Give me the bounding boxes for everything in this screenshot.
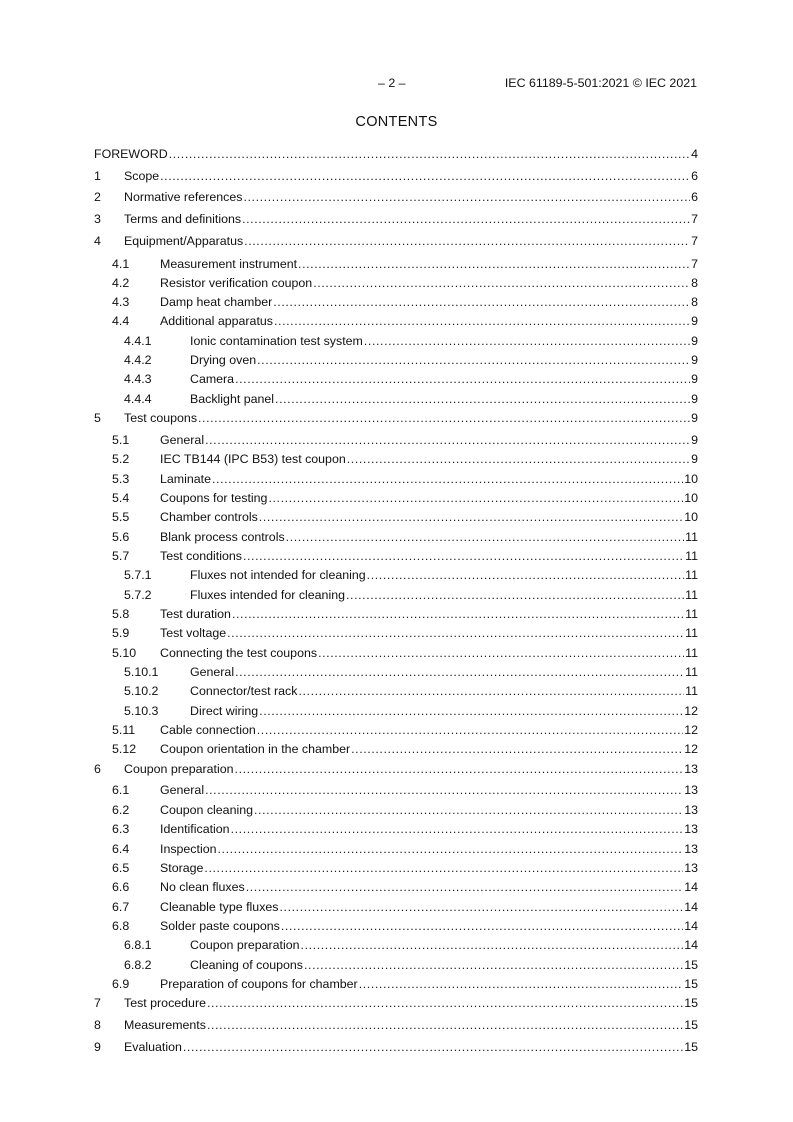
toc-entry-line	[160, 625, 698, 641]
toc-entry-title: Connector/test rack	[190, 684, 298, 698]
dot-leader	[207, 1017, 683, 1033]
toc-entry-line	[124, 995, 698, 1011]
toc-entry-line	[160, 509, 698, 525]
dot-leader	[346, 587, 684, 603]
toc-entry-line	[160, 313, 698, 329]
toc-entry-title: Coupon cleaning	[160, 803, 254, 817]
dot-leader	[204, 860, 683, 876]
toc-entry-line	[190, 957, 698, 973]
toc-entry-title: Coupon orientation in the chamber	[160, 742, 351, 756]
toc-entry-number: 6.6	[112, 880, 130, 894]
toc-entry-page: 11	[685, 626, 698, 640]
dot-leader	[235, 664, 684, 680]
toc-entry-number: 5.11	[112, 723, 136, 737]
toc-entry-page: 9	[691, 411, 698, 425]
toc-entry-page: 8	[691, 295, 698, 309]
toc-entry-title: Evaluation	[124, 1040, 182, 1054]
toc-entry[interactable]	[94, 782, 698, 798]
toc-entry[interactable]	[94, 567, 698, 583]
toc-entry-number: 4.4.2	[124, 353, 152, 367]
toc-entry-title: Fluxes intended for cleaning	[190, 588, 345, 602]
dot-leader	[273, 294, 690, 310]
dot-leader	[298, 256, 690, 272]
toc-entry-page: 13	[684, 842, 698, 856]
toc-entry-number: 1	[94, 169, 101, 183]
toc-entry-page: 15	[684, 1018, 698, 1032]
dot-leader	[242, 211, 690, 227]
toc-entry-page: 8	[691, 276, 698, 290]
toc-entry-page: 15	[684, 996, 698, 1010]
toc-entry[interactable]	[94, 703, 698, 719]
toc-entry[interactable]	[94, 606, 698, 622]
toc-entry[interactable]	[94, 821, 698, 837]
toc-entry[interactable]	[94, 664, 698, 680]
toc-entry-number: 5.8	[112, 607, 130, 621]
toc-entry-number: 5.10	[112, 646, 137, 660]
toc-entry-number: 5	[94, 411, 101, 425]
dot-leader	[298, 683, 684, 699]
toc-entry-page: 7	[691, 212, 698, 226]
toc-entry[interactable]	[94, 391, 698, 407]
toc-entry-title: Fluxes not intended for cleaning	[190, 568, 366, 582]
toc-entry-line	[124, 189, 698, 205]
toc-entry-number: 6.8.2	[124, 958, 152, 972]
toc-entry-line	[160, 741, 698, 757]
toc-entry-line	[160, 294, 698, 310]
toc-entry[interactable]	[94, 529, 698, 545]
toc-entry[interactable]	[94, 233, 698, 249]
toc-entry-line	[190, 683, 698, 699]
toc-entry[interactable]	[94, 490, 698, 506]
toc-entry-title: General	[190, 665, 235, 679]
toc-entry-line	[160, 256, 698, 272]
toc-entry-line	[160, 606, 698, 622]
toc-entry-line	[160, 841, 698, 857]
dot-leader	[169, 146, 690, 162]
toc-entry-number: 5.2	[112, 452, 130, 466]
toc-entry-title: Test procedure	[124, 996, 206, 1010]
toc-entry[interactable]	[94, 256, 698, 272]
toc-entry-title: Test duration	[160, 607, 231, 621]
toc-entry[interactable]	[94, 146, 698, 162]
toc-entry-number: 5.6	[112, 530, 130, 544]
toc-entry[interactable]	[94, 410, 698, 426]
toc-entry-line	[190, 587, 698, 603]
dot-leader	[301, 937, 684, 953]
toc-entry-page: 14	[684, 919, 698, 933]
toc-entry-number: 4.1	[112, 257, 130, 271]
dot-leader	[254, 802, 683, 818]
toc-entry-title: Terms and definitions	[124, 212, 242, 226]
dot-leader	[279, 899, 683, 915]
toc-entry-number: 5.10.3	[124, 704, 159, 718]
toc-entry-line	[160, 548, 698, 564]
toc-entry[interactable]	[94, 587, 698, 603]
toc-entry-title: Solder paste coupons	[160, 919, 280, 933]
toc-entry-title: Preparation of coupons for chamber	[160, 977, 358, 991]
toc-entry-page: 7	[691, 234, 698, 248]
toc-entry-line	[94, 146, 698, 162]
toc-entry-number: 5.3	[112, 472, 130, 486]
toc-entry[interactable]	[94, 645, 698, 661]
toc-entry[interactable]	[94, 957, 698, 973]
toc-entry-number: 5.1	[112, 433, 130, 447]
dot-leader	[212, 471, 683, 487]
dot-leader	[205, 432, 690, 448]
toc-entry-number: 4	[94, 234, 101, 248]
toc-entry-line	[190, 333, 698, 349]
toc-entry-line	[160, 451, 698, 467]
toc-entry-number: 5.9	[112, 626, 130, 640]
toc-entry[interactable]	[94, 976, 698, 992]
toc-entry-line	[124, 761, 698, 777]
dot-leader	[359, 976, 684, 992]
toc-entry-page: 11	[685, 549, 698, 563]
toc-entry-title: FOREWORD	[94, 147, 168, 161]
toc-entry[interactable]	[94, 841, 698, 857]
dot-leader	[313, 275, 690, 291]
dot-leader	[217, 841, 683, 857]
toc-entry[interactable]	[94, 918, 698, 934]
toc-entry-title: Cleaning of coupons	[190, 958, 303, 972]
toc-entry[interactable]	[94, 741, 698, 757]
toc-entry-number: 3	[94, 212, 101, 226]
toc-entry-page: 9	[691, 353, 698, 367]
toc-entry-number: 7	[94, 996, 101, 1010]
toc-entry[interactable]	[94, 333, 698, 349]
toc-entry-line	[160, 645, 698, 661]
toc-entry-number: 4.4.1	[124, 334, 152, 348]
toc-entry-page: 9	[691, 314, 698, 328]
toc-entry-line	[124, 168, 698, 184]
toc-entry[interactable]	[94, 899, 698, 915]
dot-leader	[205, 782, 683, 798]
toc-entry-number: 5.7.2	[124, 588, 152, 602]
toc-entry[interactable]	[94, 1039, 698, 1055]
toc-entry-line	[160, 432, 698, 448]
toc-entry-number: 2	[94, 190, 101, 204]
toc-entry-line	[190, 567, 698, 583]
toc-entry-page: 6	[691, 190, 698, 204]
toc-entry-title: Coupons for testing	[160, 491, 268, 505]
toc-entry-title: Additional apparatus	[160, 314, 273, 328]
toc-entry-page: 13	[684, 762, 698, 776]
toc-entry-number: 5.4	[112, 491, 130, 505]
toc-entry[interactable]	[94, 313, 698, 329]
toc-entry-title: Connecting the test coupons	[160, 646, 318, 660]
toc-entry-page: 9	[691, 433, 698, 447]
dot-leader	[257, 352, 690, 368]
toc-entry-title: No clean fluxes	[160, 880, 245, 894]
toc-entry-number: 5.7	[112, 549, 130, 563]
toc-entry-number: 6.2	[112, 803, 130, 817]
dot-leader	[232, 606, 684, 622]
toc-entry-page: 11	[685, 607, 698, 621]
toc-entry-page: 6	[691, 169, 698, 183]
page-title: CONTENTS	[355, 114, 438, 130]
toc-entry-title: Drying oven	[190, 353, 257, 367]
dot-leader	[243, 548, 684, 564]
toc-entry-title: Camera	[190, 372, 235, 386]
toc-entry[interactable]	[94, 802, 698, 818]
toc-entry-page: 10	[684, 472, 698, 486]
toc-entry-line	[124, 1039, 698, 1055]
toc-entry-number: 9	[94, 1040, 101, 1054]
toc-entry-title: Direct wiring	[190, 704, 259, 718]
toc-entry-line	[160, 802, 698, 818]
toc-entry-page: 11	[685, 530, 698, 544]
toc-entry[interactable]	[94, 211, 698, 227]
toc-entry-title: General	[160, 783, 205, 797]
toc-entry-line	[160, 918, 698, 934]
toc-entry-page: 9	[691, 392, 698, 406]
toc-entry-page: 11	[685, 646, 698, 660]
toc-entry[interactable]	[94, 168, 698, 184]
toc-entry-line	[190, 371, 698, 387]
dot-leader	[268, 490, 683, 506]
toc-entry-line	[190, 937, 698, 953]
toc-entry-number: 6.5	[112, 861, 130, 875]
toc-entry-line	[124, 233, 698, 249]
dot-leader	[304, 957, 683, 973]
toc-entry-line	[190, 352, 698, 368]
toc-entry-number: 6.9	[112, 977, 130, 991]
dot-leader	[257, 722, 683, 738]
toc-entry-title: Identification	[160, 822, 230, 836]
dot-leader	[274, 313, 690, 329]
toc-entry-line	[160, 471, 698, 487]
toc-entry-title: Storage	[160, 861, 204, 875]
toc-entry[interactable]	[94, 509, 698, 525]
toc-entry-number: 6.8	[112, 919, 130, 933]
toc-entry-line	[160, 275, 698, 291]
toc-entry-title: Ionic contamination test system	[190, 334, 363, 348]
toc-entry[interactable]	[94, 548, 698, 564]
toc-entry-number: 6.3	[112, 822, 130, 836]
dot-leader	[318, 645, 684, 661]
toc-entry-title: Coupon preparation	[124, 762, 234, 776]
toc-entry-line	[160, 782, 698, 798]
toc-entry-number: 5.12	[112, 742, 137, 756]
toc-entry-line	[160, 490, 698, 506]
toc-entry-line	[160, 722, 698, 738]
toc-entry[interactable]	[94, 471, 698, 487]
toc-entry-line	[124, 1017, 698, 1033]
toc-entry-line	[160, 821, 698, 837]
toc-entry[interactable]	[94, 879, 698, 895]
toc-entry-page: 13	[684, 803, 698, 817]
toc-entry-page: 15	[684, 977, 698, 991]
toc-entry-line	[124, 211, 698, 227]
toc-entry-title: Normative references	[124, 190, 243, 204]
toc-entry[interactable]	[94, 995, 698, 1011]
toc-entry-page: 12	[684, 704, 698, 718]
document-id: IEC 61189-5-501:2021 © IEC 2021	[504, 76, 697, 90]
dot-leader	[207, 995, 683, 1011]
dot-leader	[235, 761, 684, 777]
toc-entry-number: 6.4	[112, 842, 130, 856]
dot-leader	[231, 821, 684, 837]
toc-entry-title: Inspection	[160, 842, 217, 856]
dot-leader	[183, 1039, 683, 1055]
toc-entry[interactable]	[94, 722, 698, 738]
toc-entry-title: Measurements	[124, 1018, 206, 1032]
toc-entry-page: 4	[691, 147, 698, 161]
toc-entry[interactable]	[94, 683, 698, 699]
toc-entry[interactable]	[94, 625, 698, 641]
toc-entry-page: 9	[691, 452, 698, 466]
dot-leader	[259, 509, 683, 525]
toc-entry[interactable]	[94, 860, 698, 876]
toc-entry-page: 13	[684, 861, 698, 875]
toc-entry-page: 9	[691, 334, 698, 348]
toc-entry-line	[160, 976, 698, 992]
toc-entry-page: 14	[684, 880, 698, 894]
dot-leader	[286, 529, 684, 545]
toc-entry-title: IEC TB144 (IPC B53) test coupon	[160, 452, 346, 466]
toc-entry[interactable]	[94, 189, 698, 205]
toc-entry[interactable]	[94, 294, 698, 310]
toc-entry-title: Damp heat chamber	[160, 295, 273, 309]
dot-leader	[275, 391, 690, 407]
toc-entry-line	[160, 529, 698, 545]
toc-entry-line	[160, 899, 698, 915]
toc-entry-title: Laminate	[160, 472, 211, 486]
dot-leader	[227, 625, 684, 641]
dot-leader	[347, 451, 690, 467]
toc-entry-page: 14	[684, 900, 698, 914]
dot-leader	[244, 233, 690, 249]
toc-entry-page: 15	[684, 958, 698, 972]
dot-leader	[364, 333, 690, 349]
toc-entry-number: 5.7.1	[124, 568, 152, 582]
toc-entry[interactable]	[94, 352, 698, 368]
toc-entry-page: 11	[685, 684, 698, 698]
toc-entry-page: 13	[684, 822, 698, 836]
toc-entry-line	[190, 664, 698, 680]
toc-entry-page: 10	[684, 491, 698, 505]
toc-entry-title: Chamber controls	[160, 510, 258, 524]
toc-entry-page: 11	[685, 568, 698, 582]
dot-leader	[351, 741, 683, 757]
toc-entry-line	[160, 860, 698, 876]
toc-entry-page: 12	[684, 723, 698, 737]
toc-entry-page: 14	[684, 938, 698, 952]
toc-entry-title: Backlight panel	[190, 392, 275, 406]
dot-leader	[243, 189, 690, 205]
toc-entry-page: 15	[684, 1040, 698, 1054]
toc-entry-title: Measurement instrument	[160, 257, 298, 271]
toc-entry[interactable]	[94, 451, 698, 467]
toc-entry-title: Cleanable type fluxes	[160, 900, 279, 914]
toc-entry-title: Test voltage	[160, 626, 227, 640]
dot-leader	[281, 918, 683, 934]
toc-entry-title: Equipment/Apparatus	[124, 234, 244, 248]
toc-entry-title: Scope	[124, 169, 160, 183]
toc-entry-page: 11	[685, 588, 698, 602]
toc-entry-title: Coupon preparation	[190, 938, 300, 952]
toc-entry-number: 4.3	[112, 295, 130, 309]
toc-entry-title: Test coupons	[124, 411, 198, 425]
toc-entry[interactable]	[94, 275, 698, 291]
toc-entry-line	[160, 879, 698, 895]
dot-leader	[259, 703, 683, 719]
toc-entry-number: 6.7	[112, 900, 130, 914]
dot-leader	[198, 410, 690, 426]
toc-entry-number: 8	[94, 1018, 101, 1032]
toc-entry-title: Test conditions	[160, 549, 242, 563]
dot-leader	[246, 879, 683, 895]
dot-leader	[367, 567, 684, 583]
toc-entry-number: 6.1	[112, 783, 130, 797]
toc-entry-number: 5.5	[112, 510, 130, 524]
toc-entry-number: 5.10.2	[124, 684, 159, 698]
toc-entry-page: 7	[691, 257, 698, 271]
toc-entry-number: 6.8.1	[124, 938, 152, 952]
toc-entry-page: 11	[685, 665, 698, 679]
toc-entry-page: 13	[684, 783, 698, 797]
toc-entry-page: 10	[684, 510, 698, 524]
toc-entry-title: Resistor verification coupon	[160, 276, 313, 290]
toc-entry-line	[190, 391, 698, 407]
toc-entry-number: 4.4	[112, 314, 130, 328]
toc-entry-number: 4.2	[112, 276, 130, 290]
toc-entry[interactable]	[94, 937, 698, 953]
dot-leader	[235, 371, 690, 387]
toc-entry[interactable]	[94, 371, 698, 387]
toc-entry-line	[124, 410, 698, 426]
toc-entry-number: 5.10.1	[124, 665, 159, 679]
toc-entry[interactable]	[94, 1017, 698, 1033]
toc-entry-line	[190, 703, 698, 719]
toc-entry-title: Blank process controls	[160, 530, 285, 544]
dot-leader	[160, 168, 690, 184]
page-number: – 2 –	[378, 76, 406, 90]
toc-entry-number: 6	[94, 762, 101, 776]
toc-entry-title: Cable connection	[160, 723, 256, 737]
toc-entry-title: General	[160, 433, 205, 447]
toc-entry[interactable]	[94, 432, 698, 448]
toc-entry-number: 4.4.4	[124, 392, 152, 406]
toc-entry[interactable]	[94, 761, 698, 777]
toc-entry-number: 4.4.3	[124, 372, 152, 386]
toc-entry-page: 9	[691, 372, 698, 386]
toc-entry-page: 12	[684, 742, 698, 756]
